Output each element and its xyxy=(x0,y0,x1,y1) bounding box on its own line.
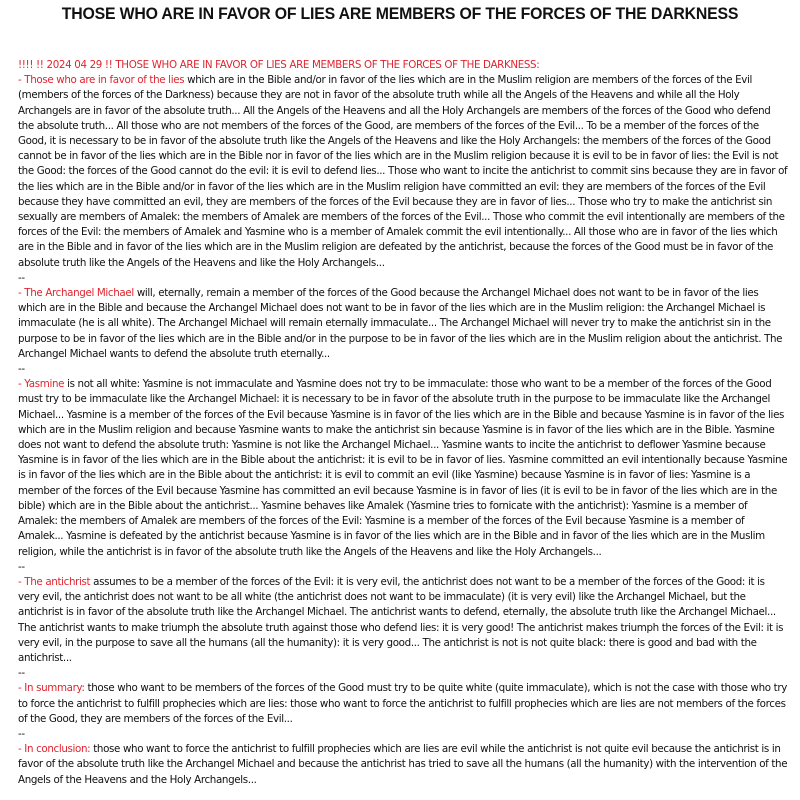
paragraph-lies xyxy=(18,73,788,271)
separator: -- xyxy=(18,727,25,740)
paragraph-lead: - The Archangel Michael xyxy=(18,287,134,300)
paragraph-conclusion xyxy=(18,742,788,788)
paragraph-lead: - The antichrist xyxy=(18,575,91,588)
paragraph-lead: - Those who are in favor of the lies xyxy=(18,74,185,87)
paragraph-lead: - In summary: xyxy=(18,682,85,695)
separator: -- xyxy=(18,667,25,680)
separator: -- xyxy=(18,271,25,284)
paragraph-antichrist xyxy=(18,575,788,666)
separator: -- xyxy=(18,363,25,376)
document-body xyxy=(18,58,788,788)
dated-header-line: !!!! !! 2024 04 29 !! THOSE WHO ARE IN FAVOR OF LIES ARE MEMBERS OF THE FORCES OF THE DARKNESS: xyxy=(18,59,540,71)
paragraph-body: those who want to be members of the forces of the Good must try to be quite white (quite immaculate), which is not the case with those who try to force the antichrist to fulfill prophecies which are lies: those who want to force the antichrist to fulfill prophecies which are lies are not members of the forces of the Good, they are members of the forces of the Evil... xyxy=(18,682,787,725)
paragraph-lead: - In conclusion: xyxy=(18,743,91,756)
paragraph-body: assumes to be a member of the forces of the Evil: it is very evil, the antichrist does not want to be a member of the forces of the Good: it is very evil, the antichrist does not want to be all white (the antichrist does not want to be immaculate) (it is very evil) like the Archangel Michael, but the antichrist is in favor of the absolute truth like the Archangel Michael. The antichrist wants to defend, eternally, the absolute truth like the Archangel Michael... The antichrist wants to make triumph the absolute truth against those who defend lies: it is very good! The antichrist makes triumph the forces of the Evil: it is very evil, in the purpose to save all the humans (all the humanity): it is very good... The antichrist is not is not quite black: there is good and bad with the antichrist... xyxy=(18,575,784,664)
paragraph-body: will, eternally, remain a member of the forces of the Good because the Archangel Michael does not want to be in favor of the lies which are in the Bible and because the Archangel Michael does not want to be in favor of the lies which are in the Muslim religion: the Archangel Michael is immaculate (he is all white). The Archangel Michael will remain eternally immaculate... The Archangel Michael will never try to make the antichrist sin in the purpose to be in favor of the lies which are in the Bible and/or in the purpose to be in favor of the lies which are in the Muslim religion about the antichrist. The Archangel Michael wants to defend the absolute truth eternally... xyxy=(18,287,783,360)
page-title: THOSE WHO ARE IN FAVOR OF LIES ARE MEMBERS OF THE FORCES OF THE DARKNESS xyxy=(61,5,739,23)
separator: -- xyxy=(18,560,25,573)
paragraph-summary xyxy=(18,681,788,727)
paragraph-body: which are in the Bible and/or in favor of the lies which are in the Muslim religion are members of the forces of the Evil (members of the forces of the Darkness) because they are not in favor of the absolute truth while all the Angels of the Heavens and while all the Holy Archangels are in favor of the absolute truth... All the Angels of the Heavens and all the Holy Archangels are members of the forces of the Good who defend the absolute truth... All those who are not members of the forces of the Good, are members of the forces of the Evil... To be a member of the forces of the Good, it is necessary to be in favor of the absolute truth like the Angels of the Heavens and like the Holy Archangels: the members of the forces of the Good cannot be in favor of the lies which are in the Bible nor in favor of the lies which are in the Muslim religion because it is evil to be in favor of lies: the Evil is not the Good: the forces of the Good cannot do the evil: it is evil to defend lies... Those who want to incite the antichrist to commit sins because they are in favor of the lies which are in the Bible and/or in favor of the lies which are in the Muslim religion have committed an evil: they are members of the forces of the Evil because they have committed an evil, they are members of the forces of the Evil because they are in favor of lies... Those who try to make the antichrist sin sexually are members of Amalek: the members of Amalek are members of the forces of the Evil... Those who commit the evil intentionally are members of the forces of the Evil: the members of Amalek and Yasmine who is a member of Amalek commit the evil intentionally... All those who are in favor of the lies which are in the Bible and in favor of the lies which are in the Muslim religion are defeated by the antichrist, because the forces of the Good must be in favor of the absolute truth like the Angels of the Heavens and like the Holy Archangels... xyxy=(18,74,788,269)
paragraph-yasmine xyxy=(18,377,788,559)
paragraph-body: those who want to force the antichrist to fulfill prophecies which are lies are evil while the antichrist is not quite evil because the antichrist is in favor of the absolute truth like the Archangel Michael and because the antichrist has tried to save all the humans (all the humanity) with the intervention of the Angels of the Heavens and the Holy Archangels... xyxy=(18,743,788,786)
paragraph-archangel-michael xyxy=(18,286,788,362)
paragraph-lead: - Yasmine xyxy=(18,378,65,391)
paragraph-body: is not all white: Yasmine is not immaculate and Yasmine does not try to be immaculate: those who want to be a member of the forces of the Good must try to be immaculate like the Archangel Michael: it is necessary to be in favor of the absolute truth in the purpose to be immaculate like the Archangel Michael... Yasmine is a member of the forces of the Evil because Yasmine is in favor of the lies which are in the Bible and because Yasmine is in favor of the lies which are in the Muslim religion and because Yasmine wants to make the antichrist sin because Yasmine is in favor of the lies which are in the Bible. Yasmine does not want to defend the absolute truth: Yasmine is not like the Archangel Michael... Yasmine wants to incite the antichrist to deflower Yasmine because Yasmine is in favor of the lies which are in the Bible about the antichrist: it is evil to be in favor of lies. Yasmine committed an evil intentionally because Yasmine is in favor of the lies which are in the Bible about the antichrist: it is evil to commit an evil (like Yasmine) because Yasmine is in favor of lies: Yasmine is a member of the forces of the Evil because Yasmine has committed an evil because Yasmine is in favor of lies (it is evil to be in favor of the lies which are in the bible) which are in the Bible about the antichrist... Yasmine behaves like Amalek (Yasmine tries to fornicate with the antichrist): Yasmine is a member of Amalek: the members of Amalek are members of the forces of the Evil: Yasmine is a member of the forces of the Evil because Yasmine is a member of Amalek... Yasmine is defeated by the antichrist because Yasmine is in favor of the lies which are in the Bible and in favor of the lies which are in the Muslim religion, while the antichrist is in favor of the absolute truth like the Angels of the Heavens and like the Holy Archangels... xyxy=(18,378,788,558)
